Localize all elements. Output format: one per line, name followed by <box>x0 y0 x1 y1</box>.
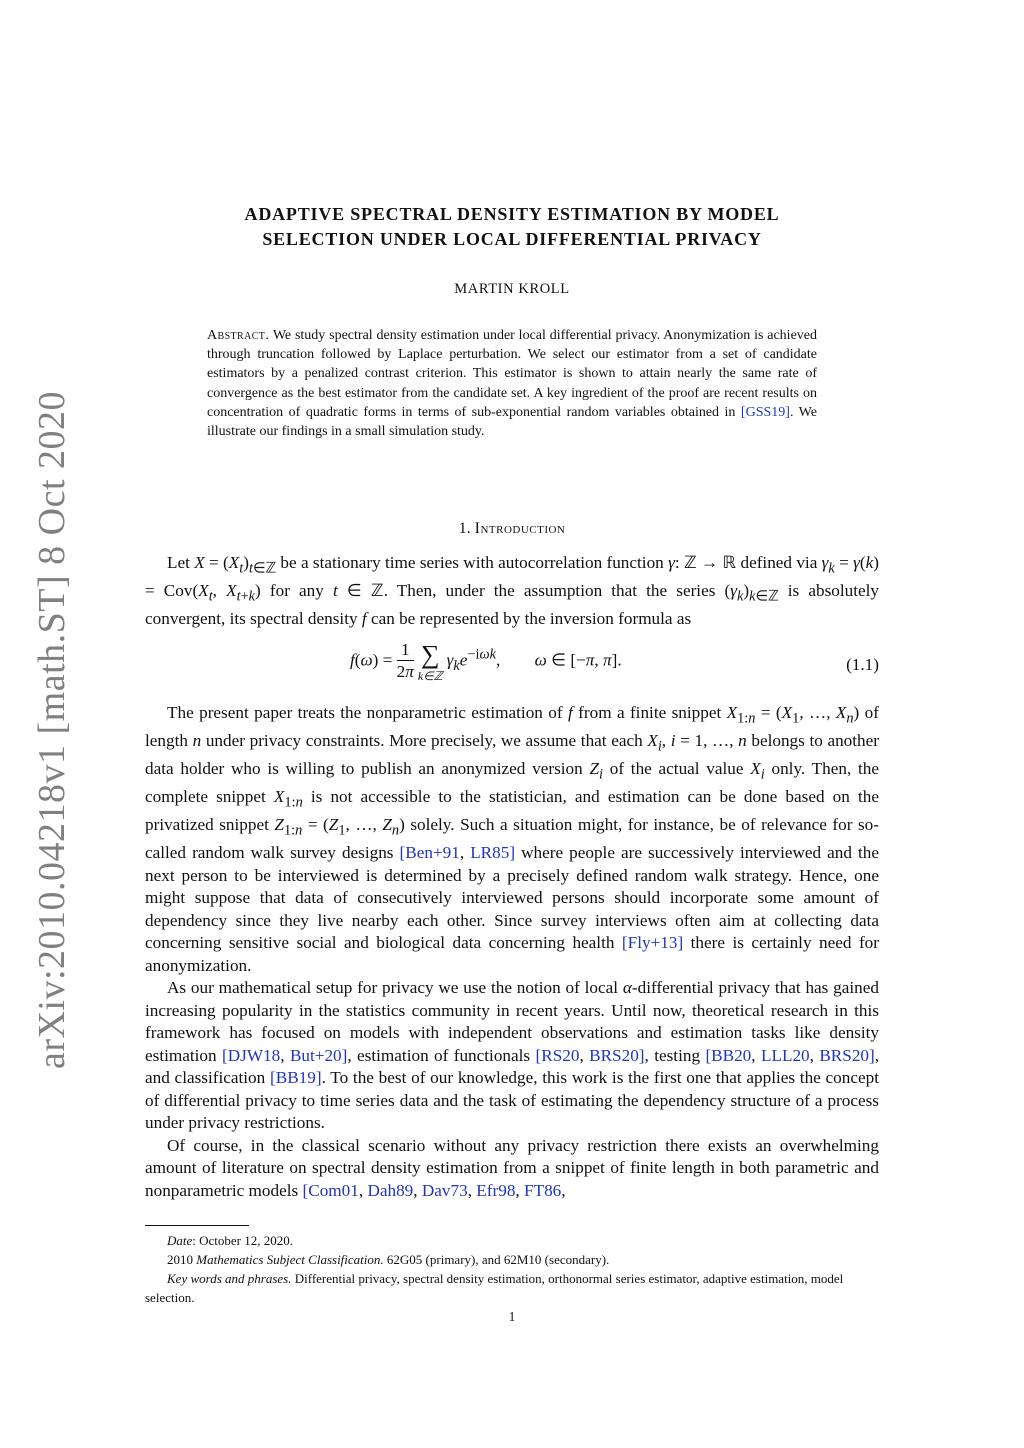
citation-link[interactable]: But+20] <box>289 1045 348 1065</box>
footnote-divider <box>145 1225 249 1226</box>
citation-link[interactable]: Efr98 <box>476 1180 516 1200</box>
page-number: 1 <box>508 1309 516 1324</box>
citation-link[interactable]: Dah89 <box>367 1180 414 1200</box>
paragraph-4: Of course, in the classical scenario without any privacy restriction there exists an overwhelming amount of literature on spectral density estimation from a snippet of finite length in both parametric and nonparametric models [Com01, Dah89, Dav73, Efr98, FT86, <box>145 1135 879 1200</box>
footnote-msc: 2010 Mathematics Subject Classification. 62G05 (primary), and 62M10 (secondary). <box>167 1252 610 1267</box>
title-line-2: SELECTION UNDER LOCAL DIFFERENTIAL PRIVACY <box>262 229 762 249</box>
citation-link[interactable]: [Ben+91 <box>399 843 460 863</box>
footnote-keywords: Key words and phrases. Differential privacy, spectral density estimation, orthonormal series estimator, adaptive estimation, model selection. <box>145 1271 844 1305</box>
paragraph-2: The present paper treats the nonparametric estimation of f from a finite snippet $X_{1:n} = (X_1$, …, $X_n$) of length n under privacy constraints. More precisely, we assume that each $X_i$, i = 1, …, n belongs to another data holder who is willing to publish an anonymized version $Z_i$ of the actual value $X_i$ only. Then, the complete snippet $X_{1:n}$ is not accessible to the statistician, and estimation can be done based on the privatized snippet $Z_{1:n} = (Z_1$, …, $Z_n$) solely. Such a situation might, for instance, be of relevance for so-called random walk survey designs [Ben+91, LR85] where people are successively interviewed and the next person to be interviewed is determined by a precisely defined random walk strategy. Hence, one might suppose that data of consecutively interviewed persons should incorporate some amount of dependency since they live nearby each other. Since survey interviews often aim at collecting data concerning sensitive social and biological data concerning health [Fly+13] there is certainly need for anonymization. <box>145 703 880 975</box>
author-name: MARTIN KROLL <box>454 281 570 297</box>
citation-link[interactable]: FT86 <box>524 1180 562 1200</box>
citation-link[interactable]: [DJW18 <box>222 1045 281 1065</box>
equation-formula: f(ω) = $\frac{1}{2\pi}$ ∑ k∈ℤ $\gamma_ke^{-i\omega k}$, ω ∈ [−π, π]. <box>350 639 622 683</box>
abstract-text-a: We study spectral density estimation under local differential privacy. Anonymization is achieved through truncation followed by Laplace perturbation. We select our estimator from a set of candidate estimators by a penalized contrast criterion. This estimator is shown to attain nearly the same rate of convergence as the best estimator from the candidate set. A key ingredient of the proof are recent results on concentration of quadratic forms in terms of sub-exponential random variables obtained in <box>207 328 817 420</box>
citation-link[interactable]: BRS20] <box>819 1045 875 1065</box>
citation-link[interactable]: [RS20 <box>535 1045 580 1065</box>
citation-link[interactable]: Dav73 <box>421 1180 468 1200</box>
equation-1-1 <box>145 634 879 700</box>
paper-title <box>145 202 879 252</box>
introduction-body <box>145 552 879 1202</box>
citation-link[interactable]: BRS20] <box>589 1045 645 1065</box>
citation-link[interactable]: LR85] <box>470 843 516 863</box>
arxiv-id-text: arXiv:2010.04218v1 [math.ST] 8 Oct 2020 <box>31 390 73 1070</box>
citation-link[interactable]: [Fly+13] <box>621 933 684 953</box>
section-title: Introduction <box>474 520 566 537</box>
abstract-text-b: . We illustrate our findings in a small simulation study. <box>207 404 817 440</box>
abstract <box>207 326 817 441</box>
equation-number: (1.1) <box>846 655 879 675</box>
citation-link[interactable]: [BB19] <box>270 1068 322 1088</box>
citation-link[interactable]: LLL20 <box>760 1045 810 1065</box>
citation-link[interactable]: [Com01 <box>302 1180 359 1200</box>
paragraph-1: Let $X = (X_t)_{t\in ℤ}$ be a stationary time series with autocorrelation function γ: ℤ → ℝ defined via $\gamma_k = \gamma(k) = Cov(X_t$, $X_{t+k}$) for any t ∈ ℤ. Then, under the assumption that the series $(\gamma_k)_{k\in ℤ}$ is absolutely convergent, its spectral density f can be represented by the inversion formula as <box>145 553 879 628</box>
paragraph-3: As our mathematical setup for privacy we use the notion of local α-differential privacy that has gained increasing popularity in the statistics community in recent years. Until now, theoretical research in this framework has focused on models with independent observations and estimation tasks like density estimation [DJW18, But+20], estimation of functionals [RS20, BRS20], testing [BB20, LLL20, BRS20], and classification [BB19]. To the best of our knowledge, this work is the first one that applies the concept of differential privacy to time series data and the task of estimating the dependency structure of a process under privacy restrictions. <box>145 978 880 1133</box>
footnotes <box>145 1231 879 1307</box>
abstract-label: Abstract. <box>207 328 270 343</box>
footnote-date: Date: October 12, 2020. <box>167 1233 294 1248</box>
title-line-1: ADAPTIVE SPECTRAL DENSITY ESTIMATION BY MODEL <box>244 204 780 224</box>
citation-link[interactable]: [GSS19] <box>740 404 790 420</box>
citation-link[interactable]: [BB20 <box>705 1045 752 1065</box>
section-number: 1. <box>458 520 471 537</box>
section-heading <box>145 520 879 538</box>
